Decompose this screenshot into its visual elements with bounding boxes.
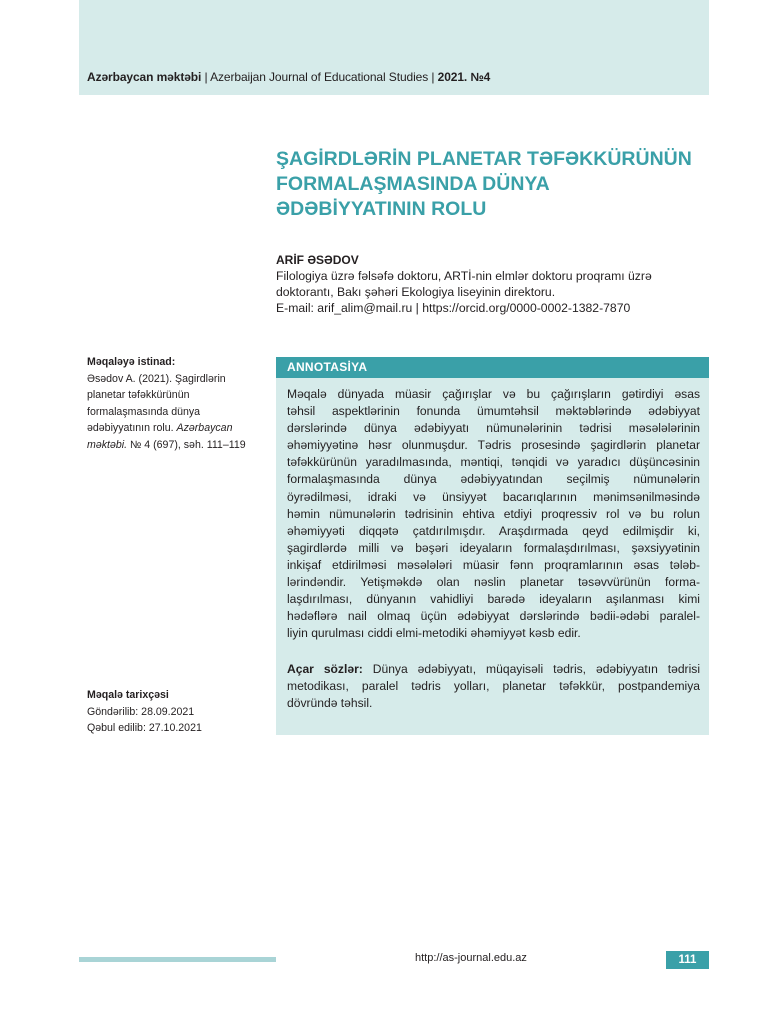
citation-text: ədəbiyyatının rolu. (87, 422, 177, 434)
footer-rule (79, 957, 276, 962)
abstract-header (276, 357, 709, 378)
abstract-line: öyrədilməsi, idraki və ünsiyyət bacarıqlarının mənimsənilməsində (287, 489, 700, 504)
abstract-box (276, 357, 709, 735)
abstract-line: təfəkkürünün yaradılmasında, məntiqi, tənqidi və yaradıcı düşüncəsinin (287, 455, 700, 470)
keywords (287, 661, 700, 712)
history-block (87, 687, 247, 737)
keywords-label: Açar sözlər: (287, 662, 363, 676)
history-heading: Məqalə tarixçəsi (87, 689, 169, 701)
abstract-line: əhəmiyyətinə həsr olunmuşdur. Tədris prosesində şagirdlərin planetar (287, 438, 700, 453)
title-line: ƏDƏBİYYATININ ROLU (276, 198, 487, 220)
citation-heading: Məqaləyə istinad: (87, 356, 176, 368)
journal-issue: 2021. №4 (437, 70, 491, 84)
citation-line (87, 437, 247, 454)
abstract-line: hədəflərə nail olmaq üçün ədəbiyyat dərslərində bədii-ədəbi paralel- (287, 609, 700, 624)
citation-block (87, 354, 247, 453)
keywords-line: dövründə təhsil. (287, 696, 373, 711)
abstract-line: həmin nümunələrin tədrisinin ehtiva etdiyi proqressiv rol və bu rolun (287, 506, 700, 521)
journal-name-az: Azərbaycan məktəbi (87, 70, 202, 84)
abstract-line: inkişaf etdirilməsi məsələləri müasir fənn proqramlarının əsas tələb- (287, 557, 700, 572)
abstract-line: əhəmiyyəti diqqətə çatdırılmışdır. Araşdırmada qeyd edilmişdir ki, (287, 523, 700, 538)
author-block (276, 252, 710, 316)
page-number: 111 (666, 951, 709, 969)
citation-line: planetar təfəkkürünün (87, 389, 190, 401)
citation-text: № 4 (697), səh. 111–119 (127, 438, 246, 451)
abstract-line: lərindəndir. Yetişməkdə olan nəslin planetar təsəvvürünün forma- (287, 575, 700, 590)
abstract-line: laşdırılması, dünyanın vahidliyi barədə ideyaların aşılanması kimi (287, 592, 700, 607)
abstract-line: təhsil aspektlərinin fonunda ümumtəhsil məktəblərində ədəbiyyat (287, 404, 700, 419)
citation-line (87, 420, 247, 437)
title-line: FORMALAŞMASINDA DÜNYA (276, 173, 550, 195)
citation-line: formalaşmasında dünya (87, 405, 201, 418)
keywords-line (287, 661, 700, 678)
author-name: ARİF ƏSƏDOV (276, 253, 359, 267)
citation-journal: məktəbi. (87, 438, 128, 451)
journal-header (87, 70, 490, 84)
keywords-line: metodikası, paralel tədris yolları, planetar təfəkkür, postpandemiya (287, 679, 700, 694)
author-affiliation: Filologiya üzrə fəlsəfə doktoru, ARTİ-nin elmlər doktoru proqramı üzrə (276, 269, 652, 283)
article-title (276, 147, 716, 222)
abstract-line: şagirdlərdə milli və bəşəri ideyaların formalaşdırılması, şəxsiyyətinin (287, 540, 700, 555)
title-line: ŞAGİRDLƏRİN PLANETAR TƏFƏKKÜRÜNÜN (276, 148, 692, 170)
journal-name-en: Azerbaijan Journal of Educational Studies (210, 70, 429, 84)
abstract-heading: ANNOTASİYA (287, 360, 368, 374)
citation-line: Əsədov A. (2021). Şagirdlərin (87, 372, 226, 385)
author-contact: E-mail: arif_alim@mail.ru | https://orcid.org/0000-0002-1382-7870 (276, 301, 631, 315)
history-received: Göndərilib: 28.09.2021 (87, 705, 195, 718)
header-separator: | (428, 70, 438, 84)
abstract-text (287, 386, 700, 642)
history-accepted: Qəbul edilib: 27.10.2021 (87, 722, 202, 734)
keywords-text: Dünya ədəbiyyatı, müqayisəli tədris, ədəbiyyatın tədrisi (362, 662, 701, 676)
journal-url[interactable]: http://as-journal.edu.az (415, 952, 527, 964)
header-separator: | (201, 70, 211, 84)
abstract-line: liyin qurulması ciddi elmi-metodiki əhəmiyyət kəsb edir. (287, 626, 581, 641)
abstract-line: dərslərində dünya ədəbiyyatı nümunələrinin tədrisi məsələlərinin (287, 421, 700, 436)
citation-journal: Azərbaycan (176, 422, 233, 434)
abstract-line: Məqalə dünyada müasir çağırışlar və bu çağırışların gətirdiyi əsas (287, 387, 700, 401)
author-affiliation: doktorantı, Bakı şəhəri Ekologiya liseyinin direktoru. (276, 285, 556, 299)
abstract-line: formalaşmasında dünya ədəbiyyatından seçilmiş nümunələrin (287, 472, 700, 487)
